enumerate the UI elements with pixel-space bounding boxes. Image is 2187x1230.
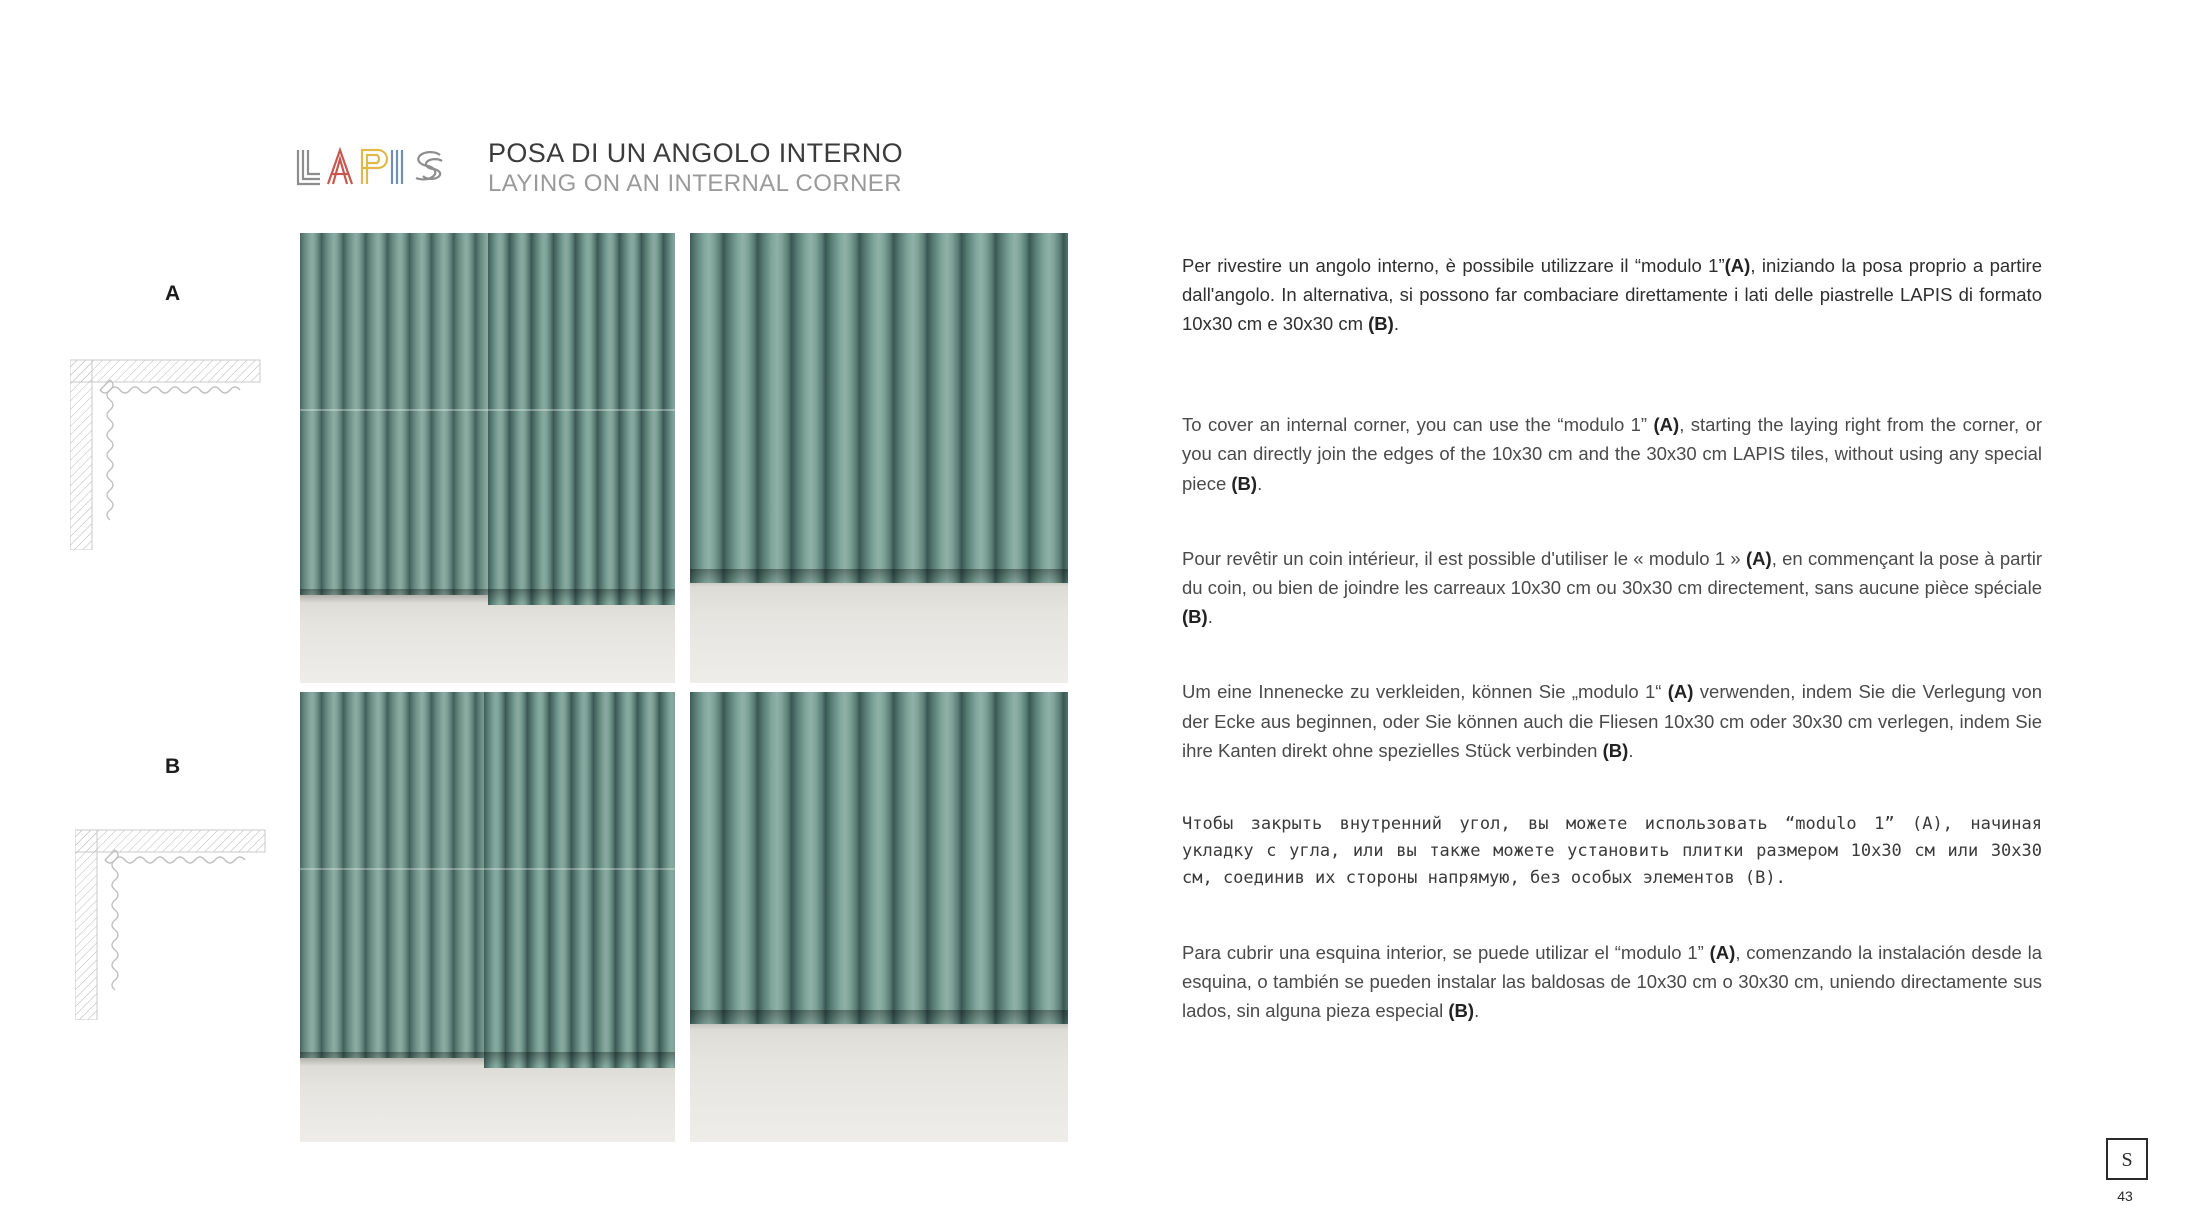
paragraph-english bbox=[1182, 410, 2042, 498]
paragraph-italian-pre: Per rivestire un angolo interno, è possibile utilizzare il “modulo 1” bbox=[1182, 254, 1725, 276]
paragraph-russian: Чтобы закрыть внутренний угол, вы можете использовать “modulo 1” (A), начиная укладку с угла, или вы также можете установить плитки размером 10x30 см или 30x30 см, соединив их стороны напрямую, без особых элементов (B). bbox=[1182, 814, 2042, 888]
paragraph-spanish-ref-b: (B) bbox=[1448, 1000, 1475, 1022]
paragraph-french-ref-a: (A) bbox=[1746, 547, 1772, 569]
paragraph-german-ref-b: (B) bbox=[1602, 739, 1629, 761]
paragraph-english-ref-b: (B) bbox=[1231, 472, 1258, 494]
row-label-b: B bbox=[165, 755, 181, 778]
paragraph-french-pre: Pour revêtir un coin intérieur, il est possible d'utiliser le « modulo 1 » bbox=[1182, 547, 1746, 569]
row-label-a: A bbox=[165, 282, 181, 305]
paragraph-italian bbox=[1182, 251, 2042, 339]
page-number: 43 bbox=[2117, 1188, 2133, 1204]
photo-corner-a-wide bbox=[300, 233, 675, 683]
brand-logo-icon bbox=[2106, 1138, 2148, 1180]
photo-row-a bbox=[300, 233, 1068, 683]
paragraph-english-ref-a: (A) bbox=[1653, 414, 1680, 436]
paragraph-german-pre: Um eine Innenecke zu verkleiden, können Sie „modulo 1“ bbox=[1182, 681, 1668, 703]
paragraph-spanish-pre: Para cubrir una esquina interior, se puede utilizar el “modulo 1” bbox=[1182, 941, 1710, 963]
paragraph-german-end: . bbox=[1628, 739, 1634, 761]
paragraph-german-ref-a: (A) bbox=[1667, 681, 1694, 703]
photo-corner-b-wide bbox=[300, 692, 675, 1142]
paragraph-spanish-ref-a: (A) bbox=[1709, 941, 1736, 963]
corner-diagram-b bbox=[75, 820, 275, 1020]
photo-grid bbox=[300, 233, 1068, 1142]
description-column bbox=[1182, 232, 2042, 1071]
lapis-logo bbox=[292, 144, 470, 196]
paragraph-italian-end: . bbox=[1393, 312, 1399, 334]
page-header bbox=[292, 138, 903, 199]
paragraph-spanish-mid: , comenzando la instalación desde la esquina, o también se pueden instalar las baldosas de 10x30 cm o 30x30 cm, uniendo directamente sus lados, sin alguna pieza especial bbox=[1182, 941, 2043, 1022]
svg-text:S: S bbox=[2121, 1149, 2133, 1171]
paragraph-french bbox=[1182, 544, 2042, 632]
photo-corner-a-narrow bbox=[690, 233, 1068, 683]
page-title-en: LAYING ON AN INTERNAL CORNER bbox=[488, 170, 902, 198]
photo-row-b bbox=[300, 692, 1068, 1142]
paragraph-english-pre: To cover an internal corner, you can use the “modulo 1” bbox=[1182, 414, 1654, 436]
paragraph-spanish bbox=[1182, 938, 2042, 1026]
corner-diagram-a bbox=[70, 350, 270, 550]
paragraph-english-mid: , starting the laying right from the corner, or you can directly join the edges of the 10x30 cm and the 30x30 cm LAPIS tiles, without using any special piece bbox=[1182, 414, 2042, 494]
page-title-it: POSA DI UN ANGOLO INTERNO bbox=[488, 138, 904, 168]
paragraph-french-mid: , en commençant la pose à partir du coin, ou bien de joindre les carreaux 10x30 cm ou 30x30 cm directement, sans aucune pièce spéciale bbox=[1182, 547, 2042, 599]
paragraph-italian-ref-b: (B) bbox=[1368, 312, 1394, 334]
paragraph-english-end: . bbox=[1257, 472, 1263, 494]
paragraph-spanish-end: . bbox=[1474, 1000, 1480, 1022]
paragraph-french-ref-b: (B) bbox=[1182, 606, 1208, 628]
paragraph-german-mid: verwenden, indem Sie die Verlegung von der Ecke aus beginnen, oder Sie können auch die Fliesen 10x30 cm oder 30x30 cm verlegen, indem Sie ihre Kanten direkt ohne spezielles Stück verbinden bbox=[1182, 681, 2042, 761]
paragraph-italian-mid: , iniziando la posa proprio a partire dall'angolo. In alternativa, si possono far combaciare direttamente i lati delle piastrelle LAPIS di formato 10x30 cm e 30x30 cm bbox=[1182, 254, 2043, 334]
paragraph-french-end: . bbox=[1207, 606, 1213, 628]
paragraph-italian-ref-a: (A) bbox=[1724, 254, 1751, 276]
photo-corner-b-narrow bbox=[690, 692, 1068, 1142]
paragraph-german bbox=[1182, 677, 2042, 765]
